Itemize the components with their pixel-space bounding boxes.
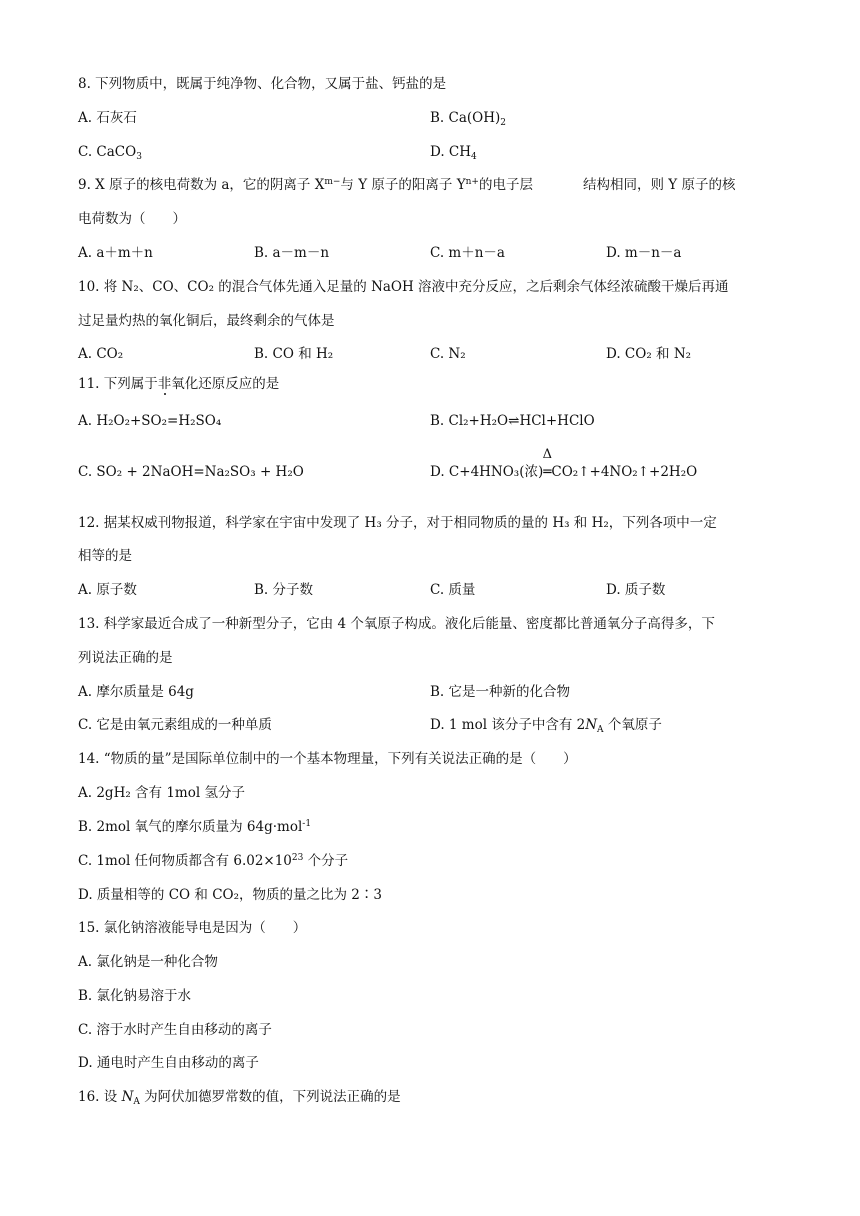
emphasis-dot: 非 xyxy=(157,376,172,392)
q15-stem: 15. 氯化钠溶液能导电是因为（ ） xyxy=(78,920,307,936)
q13-stem-line2: 列说法正确的是 xyxy=(78,650,173,666)
q12-option-d: D. 质子数 xyxy=(606,582,666,598)
q12-stem-line2: 相等的是 xyxy=(78,548,132,564)
q13-option-a: A. 摩尔质量是 64g xyxy=(78,684,194,700)
q10-option-d: D. CO₂ 和 N₂ xyxy=(606,346,692,362)
q13-option-b: B. 它是一种新的化合物 xyxy=(430,684,571,700)
q13-stem-line1: 13. 科学家最近合成了一种新型分子，它由 4 个氧原子构成。液化后能量、密度都比普通氧分子高得多，下 xyxy=(78,616,715,632)
q10-option-c: C. N₂ xyxy=(430,346,466,362)
q15-option-d: D. 通电时产生自由移动的离子 xyxy=(78,1055,259,1071)
q10-option-b: B. CO 和 H₂ xyxy=(254,346,334,362)
q8-option-b: B. $Ca(OH)_2$ xyxy=(430,110,506,128)
q14-option-b: B. 2mol 氧气的摩尔质量为 64g·mol$^{-1}$ xyxy=(78,819,312,835)
q11-option-d: D. C+4HNO₃(浓) Δ ═CO₂↑+4NO₂↑+2H₂O xyxy=(430,447,698,480)
q9-stem-line2: 电荷数为（ ） xyxy=(78,211,186,227)
delta-symbol: Δ xyxy=(542,447,553,462)
q8-option-d: D. $CH_4$ xyxy=(430,144,477,162)
q9-stem-line1: 9. X 原子的核电荷数为 a，它的阴离子 $X^{m-}$与 Y 原子的阳离子 $Y^{n+}$的电子层 结构相同，则 Y 原子的核 xyxy=(78,177,736,193)
q11-stem: 11. 下列属于非氧化还原反应的是 xyxy=(78,376,280,392)
heating-equals-sign: Δ ═ xyxy=(542,447,553,480)
q15-option-b: B. 氯化钠易溶于水 xyxy=(78,988,192,1004)
q15-option-a: A. 氯化钠是一种化合物 xyxy=(78,954,218,970)
q11-option-a: A. H₂O₂+SO₂=H₂SO₄ xyxy=(78,413,222,429)
q14-stem: 14. “物质的量”是国际单位制中的一个基本物理量，下列有关说法正确的是（ ） xyxy=(78,751,577,767)
q10-stem-line1: 10. 将 N₂、CO、CO₂ 的混合气体先通入足量的 NaOH 溶液中充分反应，之后剩余气体经浓硫酸干燥后再通 xyxy=(78,279,729,295)
q12-stem-line1: 12. 据某权威刊物报道，科学家在宇宙中发现了 H₃ 分子，对于相同物质的量的 H₃ 和 H₂，下列各项中一定 xyxy=(78,515,717,531)
q11-option-c: C. SO₂ + 2NaOH=Na₂SO₃ + H₂O xyxy=(78,464,304,480)
q9-option-a: A. a＋m＋n xyxy=(78,245,153,261)
q12-option-b: B. 分子数 xyxy=(254,582,314,598)
q9-option-b: B. a－m－n xyxy=(254,245,330,261)
q8-option-a: A. 石灰石 xyxy=(78,110,137,126)
q12-option-c: C. 质量 xyxy=(430,582,476,598)
q8-stem: 8. 下列物质中，既属于纯净物、化合物，又属于盐、钙盐的是 xyxy=(78,76,447,92)
q12-option-a: A. 原子数 xyxy=(78,582,137,598)
q14-option-a: A. 2gH₂ 含有 1mol 氢分子 xyxy=(78,785,245,801)
q11-option-b: B. Cl₂+H₂O⇌HCl+HClO xyxy=(430,413,595,429)
q13-option-c: C. 它是由氧元素组成的一种单质 xyxy=(78,717,272,733)
q10-option-a: A. CO₂ xyxy=(78,346,124,362)
q9-option-c: C. m＋n－a xyxy=(430,245,505,261)
q9-option-d: D. m－n－a xyxy=(606,245,682,261)
q10-stem-line2: 过足量灼热的氧化铜后，最终剩余的气体是 xyxy=(78,313,335,329)
q14-option-d: D. 质量相等的 CO 和 CO₂，物质的量之比为 2∶3 xyxy=(78,887,382,903)
q16-stem: 16. 设 $N_A$ 为阿伏加德罗常数的值，下列说法正确的是 xyxy=(78,1089,401,1107)
q8-option-c: C. CaCO$_3$ xyxy=(78,144,142,162)
q14-option-c: C. 1mol 任何物质都含有 $6.02\times 10^{23}$ 个分子 xyxy=(78,853,349,869)
q15-option-c: C. 溶于水时产生自由移动的离子 xyxy=(78,1022,272,1038)
q13-option-d: D. 1 mol 该分子中含有 $2N_A$ 个氧原子 xyxy=(430,717,662,735)
